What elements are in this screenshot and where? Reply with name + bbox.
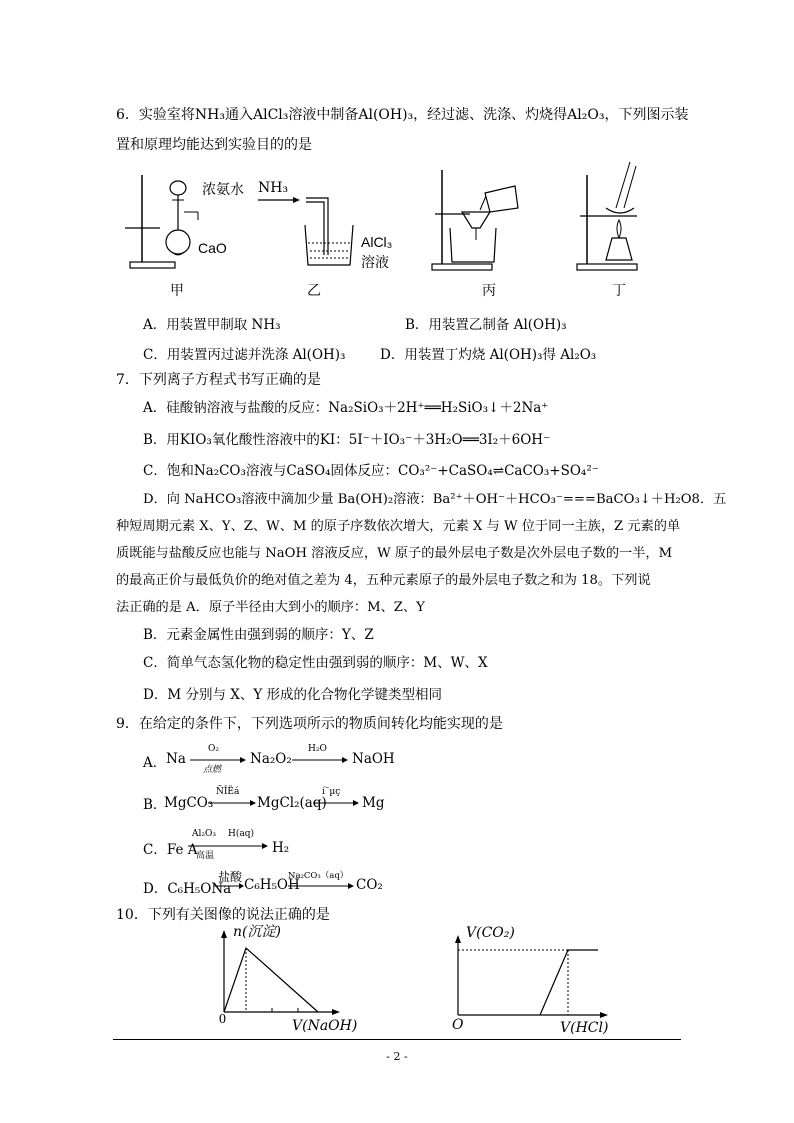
g1-origin: 0 bbox=[219, 1012, 226, 1027]
q6-option-d[interactable]: D．用装置丁灼烧 Al(OH)₃得 Al₂O₃ bbox=[380, 347, 597, 363]
q9a-arrow1-icon bbox=[190, 757, 246, 763]
q7-option-d[interactable]: D．向 NaHCO₃溶液中滴加少量 Ba(OH)₂溶液：Ba²⁺＋OH⁻＋HCO₃⁻===BaCO₃↓＋H₂O8．五 bbox=[143, 492, 727, 507]
yi-gas: NH₃ bbox=[258, 180, 289, 196]
q9d-s2: C₆H₅OH bbox=[244, 877, 300, 893]
ding-label: 丁 bbox=[612, 283, 626, 299]
q8-stem-line2: 质既能与盐酸反应也能与 NaOH 溶液反应，W 原子的最外层电子数是次外层电子数的一半，M bbox=[116, 546, 673, 561]
q9a-prefix: A． bbox=[143, 755, 167, 771]
g1-ylabel: n(沉淀) bbox=[233, 924, 281, 940]
yi-sol1: AlCl₃ bbox=[361, 234, 393, 250]
q9d-s3: CO₂ bbox=[356, 877, 383, 893]
q9c-arrow1-bottom: 高温 bbox=[196, 851, 215, 861]
q7-option-c[interactable]: C．饱和Na₂CO₃溶液与CaSO₄固体反应：CO₃²⁻+CaSO₄⇌CaCO₃+SO₄²⁻ bbox=[143, 463, 599, 479]
g2-origin: O bbox=[452, 1017, 464, 1033]
q9d-prefix: D．C₆H₅ONa bbox=[143, 881, 232, 897]
q9c-arrow-icon bbox=[188, 843, 268, 849]
apparatus-ding bbox=[572, 160, 662, 272]
q9c-arrow2-top: H(aq) bbox=[228, 829, 254, 839]
q9a-arrow2-icon bbox=[292, 757, 348, 763]
q9d-arrow2-icon bbox=[288, 883, 354, 889]
q9b-s3: Mg bbox=[362, 795, 385, 811]
q9b-s2: MgCl₂(aq) bbox=[257, 795, 327, 811]
q8-stem-line1: 种短周期元素 X、Y、Z、W、M 的原子序数依次增大，元素 X 与 W 位于同一主族，Z 元素的单 bbox=[116, 519, 681, 534]
q9d-arrow2-top: Na₂CO₃（aq） bbox=[288, 871, 349, 881]
q9a-s1: Na bbox=[166, 751, 186, 767]
q9b-arrow1-top: ÑÎËá bbox=[216, 787, 240, 797]
q8-option-d[interactable]: D．M 分别与 X、Y 形成的化合物化学键类型相同 bbox=[143, 687, 443, 703]
q9a-s2: Na₂O₂ bbox=[250, 751, 292, 767]
q9c-arrow1-top: Al₂O₃ bbox=[192, 829, 216, 839]
q8-stem-line3: 的最高正价与最低负价的绝对值之差为 4，五种元素原子的最外层电子数之和为 18。下列说 bbox=[116, 573, 651, 588]
q9a-s3: NaOH bbox=[352, 751, 395, 767]
apparatus-yi bbox=[258, 195, 368, 275]
q9d-arrow1-icon bbox=[214, 883, 244, 889]
q6-option-b[interactable]: B．用装置乙制备 Al(OH)₃ bbox=[405, 317, 567, 333]
jia-label: 甲 bbox=[170, 283, 184, 299]
apparatus-bing bbox=[430, 168, 530, 273]
q9b-prefix: B． bbox=[143, 797, 167, 813]
q9b-s1: MgCO₃ bbox=[164, 795, 214, 811]
q9c-prefix: C．Fe A bbox=[143, 842, 198, 858]
footer-rule bbox=[113, 1039, 681, 1040]
q8-option-b[interactable]: B．元素金属性由强到弱的顺序：Y、Z bbox=[143, 627, 374, 643]
q10-stem: 10．下列有关图像的说法正确的是 bbox=[116, 907, 330, 923]
q6-option-c[interactable]: C．用装置丙过滤并洗涤 Al(OH)₃ bbox=[143, 347, 346, 363]
q7-option-b[interactable]: B．用KIO₃氧化酸性溶液中的KI：5I⁻＋IO₃⁻＋3H₂O══3I₂＋6OH⁻ bbox=[143, 432, 551, 448]
q6-option-a[interactable]: A．用装置甲制取 NH₃ bbox=[143, 317, 281, 333]
yi-label: 乙 bbox=[307, 283, 321, 299]
page-number: - 2 - bbox=[386, 1050, 408, 1063]
q7-stem: 7．下列离子方程式书写正确的是 bbox=[116, 372, 321, 388]
q6-stem-line1: 6．实验室将NH₃通入AlCl₃溶液中制备Al(OH)₃，经过滤、洗涤、灼烧得Al₂O₃，下列图示装 bbox=[116, 107, 689, 123]
bing-label: 丙 bbox=[482, 283, 496, 299]
q8-stem-line4-option-a[interactable]: 法正确的是 A．原子半径由大到小的顺序：M、Z、Y bbox=[116, 600, 425, 615]
q9a-arrow1-bottom: 点燃 bbox=[203, 765, 222, 775]
q9d-arrow1-top: 盐酸 bbox=[218, 870, 243, 884]
q9a-arrow2-top: H₂O bbox=[308, 744, 327, 754]
g2-ylabel: V(CO₂) bbox=[466, 925, 515, 941]
q7-option-a[interactable]: A．硅酸钠溶液与盐酸的反应：Na₂SiO₃＋2H⁺══H₂SiO₃↓＋2Na⁺ bbox=[143, 400, 549, 416]
q9a-arrow1-top: O₂ bbox=[208, 744, 219, 754]
q8-option-c[interactable]: C．简单气态氢化物的稳定性由强到弱的顺序：M、W、X bbox=[143, 655, 488, 671]
g1-xlabel: V(NaOH) bbox=[292, 1018, 358, 1034]
g2-xlabel: V(HCl) bbox=[560, 1020, 609, 1036]
q9-stem: 9．在给定的条件下，下列选项所示的物质间转化均能实现的是 bbox=[116, 716, 503, 732]
jia-reagent1: 浓氨水 bbox=[202, 182, 244, 198]
graph-2 bbox=[448, 935, 608, 1021]
q9b-arrow1-icon bbox=[208, 800, 256, 806]
graph-1 bbox=[210, 930, 340, 1020]
jia-reagent2: CaO bbox=[198, 240, 227, 256]
q9b-arrow2-icon bbox=[313, 800, 359, 806]
q9c-s3: H₂ bbox=[272, 840, 290, 856]
q6-stem-line2: 置和原理均能达到实验目的的是 bbox=[116, 137, 312, 153]
q9b-arrow2-top: í¨µç bbox=[322, 787, 341, 797]
yi-sol2: 溶液 bbox=[361, 255, 389, 271]
